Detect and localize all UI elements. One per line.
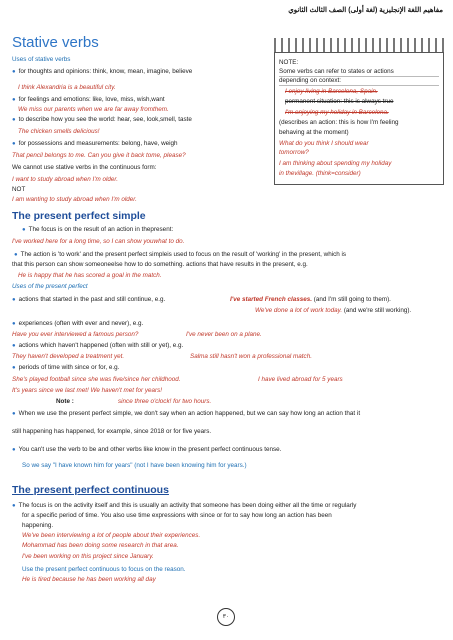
ppc-p2: Use the present perfect continuous to focus on the reason.: [22, 566, 186, 573]
note-line-10: I am thinking about spending my holiday: [279, 160, 392, 167]
section-title-stative: Stative verbs: [12, 34, 99, 51]
ppc-example-2: Mohammad has been doing some research in that area.: [22, 542, 179, 549]
pps-use-4-example-3: It's years since we last met! We haven't met for years!: [12, 387, 162, 394]
pps-p2b: that this person can show someoneelse how to do something. actions that have results in the present, e.g.: [12, 261, 308, 268]
stative-use-3: ● to describe how you see the world: hear, see, look,smell, taste: [12, 116, 192, 123]
stative-example-6: I am wanting to study abroad when I'm older.: [12, 196, 137, 203]
pps-example-2: He is happy that he has scored a goal in the match.: [18, 272, 162, 279]
note-line-6: (describes an action: this is how I'm feeling: [279, 119, 399, 126]
stative-example-5: I want to study abroad when I'm older.: [12, 176, 118, 183]
note-line-3: I enjoy living in Barcelona, Spain.: [285, 88, 378, 95]
stative-example-3: The chicken smells delicious!: [18, 128, 100, 135]
pps-use-3-example-2: Salma still hasn't won a professional match.: [190, 353, 312, 360]
ppc-p1c: happening.: [22, 522, 54, 529]
note-line-2: depending on context:: [279, 77, 439, 86]
ppc-example-4: He is tired because he has been working all day: [22, 576, 156, 583]
section-title-pps: The present perfect simple: [12, 210, 146, 222]
pps-p2a: ● The action is 'to work' and the present perfect simpleis used to focus on the result of 'working' in the present, which is: [14, 251, 347, 258]
note-line-5: I'm enjoying my holiday in Barcelona.: [285, 109, 389, 116]
pps-use-2: ● experiences (often with ever and never), e.g.: [12, 320, 144, 327]
note-line-7: behaving at the moment): [279, 129, 349, 136]
pps-use-4: ● periods of time with since or for, e.g.: [12, 364, 120, 371]
page-header: مفاهيم اللغة الإنجليزية (لغة أولى) الصف الثالث الثانوي: [288, 7, 443, 14]
stative-use-4: ● for possessions and measurements: belong, have, weigh: [12, 140, 178, 147]
pps-use-3: ● actions which haven't happened (often with still or yet), e.g.: [12, 342, 184, 349]
note-label: NOTE:: [279, 59, 299, 66]
pps-use-1: ● actions that started in the past and still continue, e.g.: [12, 296, 166, 303]
stative-example-4: That pencil belongs to me. Can you give it back tome, please?: [12, 152, 186, 159]
section-title-ppc: The present perfect continuous: [12, 484, 169, 496]
note-box: [274, 41, 444, 185]
ppc-example-3: I've been working on this project since January.: [22, 553, 154, 560]
pps-p4-example: So we say "I have known him for years" (not I have been knowing him for years.): [22, 462, 247, 469]
stative-cannot: We cannot use stative verbs in the continuous form:: [12, 164, 157, 171]
pps-note-label: Note :: [56, 398, 74, 405]
stative-not: NOT: [12, 186, 26, 193]
pps-uses-heading: Uses of the present perfect: [12, 283, 88, 290]
note-line-11: in thevillage. (think=consider): [279, 170, 361, 177]
pps-use-1-example-2: We've done a lot of work today. (and we're still working).: [255, 307, 412, 314]
pps-use-2-example-2: I've never been on a plane.: [186, 331, 262, 338]
note-line-9: tomorrow?: [279, 149, 309, 156]
stative-example-1: I think Alexandria is a beautiful city.: [18, 84, 116, 91]
note-line-1: Some verbs can refer to states or actions: [279, 68, 439, 77]
stative-use-2: ● for feelings and emotions: like, love, miss, wish,want: [12, 96, 165, 103]
pps-note-text: since three o'clock! for two hours.: [118, 398, 212, 405]
pps-use-4-example-1: She's played football since she was five/since her childhood.: [12, 376, 181, 383]
note-line-8: What do you think I should wear: [279, 140, 369, 147]
pps-use-2-example-1: Have you ever interviewed a famous person?: [12, 331, 139, 338]
spiral-binding: [274, 38, 444, 53]
pps-use-3-example-1: They haven't developed a treatment yet.: [12, 353, 125, 360]
page-number: ٣٠: [217, 608, 235, 626]
pps-p3b: still happening has happened, for example, since 2018 or for five years.: [12, 428, 212, 435]
stative-example-2: We miss our parents when we are far away fromthem.: [18, 106, 169, 113]
pps-use-1-example-1: I've started French classes. (and I'm still going to them).: [230, 296, 391, 303]
ppc-p1a: ● The focus is on the activity itself and this is usually an activity that someone has been doing either all the time or regularly: [12, 502, 357, 509]
uses-heading: Uses of stative verbs: [12, 56, 71, 63]
note-line-4: permanent situation: this is always true: [285, 98, 394, 105]
pps-example-1: I've worked here for a long time, so I can show youwhat to do.: [12, 238, 185, 245]
pps-p1: ● The focus is on the result of an action in thepresent:: [22, 226, 174, 233]
pps-use-4-example-2: I have lived abroad for 5 years: [258, 376, 343, 383]
pps-p4: ● You can't use the verb to be and other verbs like know in the present perfect continuous tense.: [12, 446, 282, 453]
pps-p3: ● When we use the present perfect simple, we don't say when an action happened, but we can say how long an action that it: [12, 410, 361, 417]
ppc-example-1: We've been interviewing a lot of people about their experiences.: [22, 532, 201, 539]
stative-use-1: ● for thoughts and opinions: think, know, mean, imagine, believe: [12, 68, 193, 75]
ppc-p1b: for a specific period of time. You also use time expressions with since or for to say how long an action has been: [22, 512, 332, 519]
